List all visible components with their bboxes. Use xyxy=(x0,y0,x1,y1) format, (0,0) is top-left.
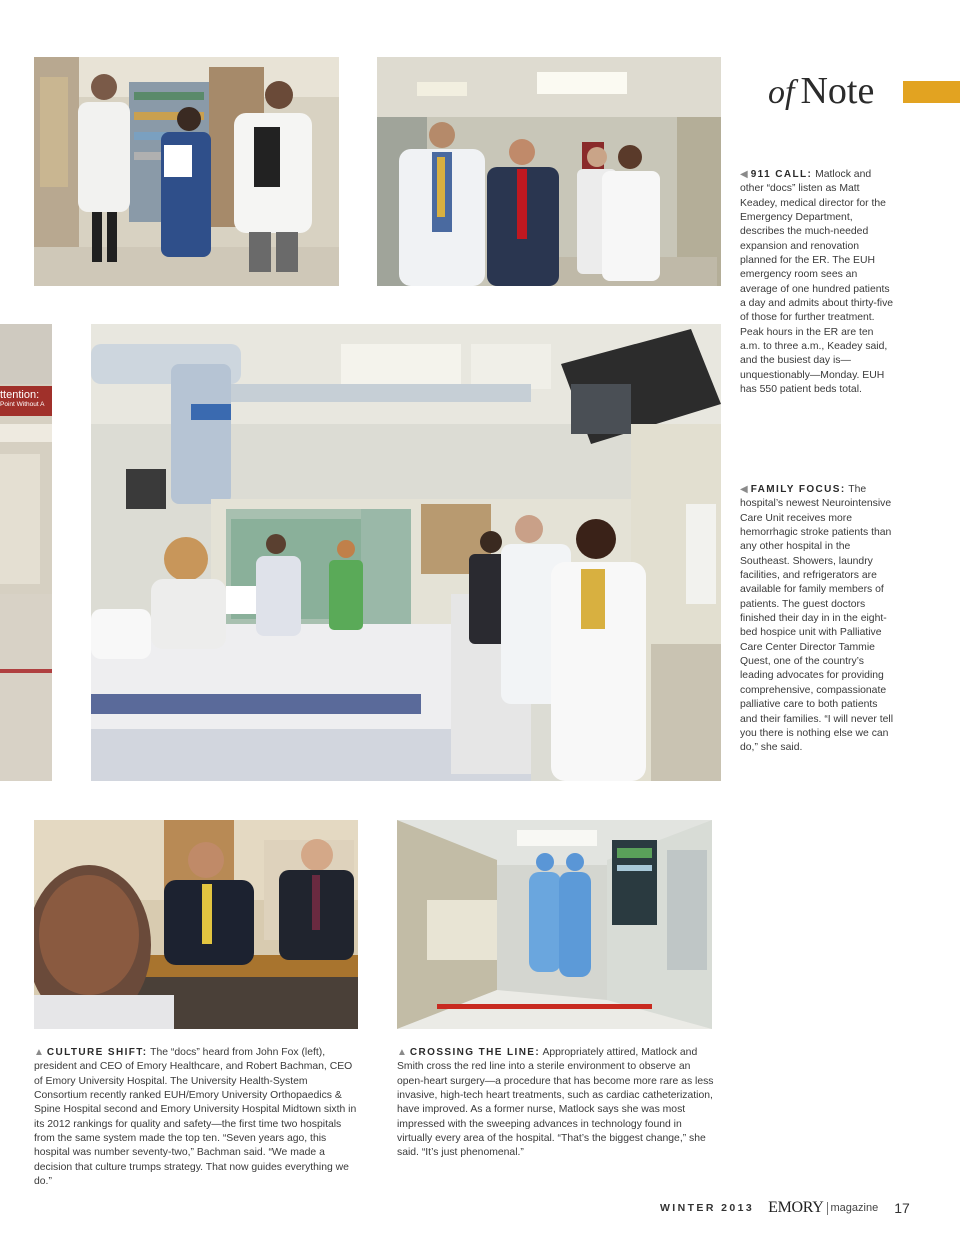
photo-neuro-icu-room xyxy=(91,324,721,781)
photo-sterile-corridor xyxy=(397,820,712,1029)
section-title-italic: of xyxy=(768,74,795,111)
accent-bar xyxy=(903,81,960,103)
caption-body: Appropriately attired, Matlock and Smith cross the red line into a sterile environment to observe an open-heart surgery—a procedure that has become more rare as less invasive, high-tech heart treatments, such as cardiac catheterization, have improved. As a former nurse, Matlock says she was most impressed with the sweeping advances in technology found in virtually every area of the hospital. “That’s the biggest change,” she said. “It’s just phenomenal.” xyxy=(397,1047,714,1159)
caption-body: Matlock and other “docs” listen as Matt Keadey, medical director for the Emergency Department, describes the much-needed expansion and renovation planned for the ER. The EUH emergency room sees an average of one hundred patients a day and admits about thirty-five of those for further treatment. Peak hours in the ER are ten a.m. to three a.m., Keadey said, and the busiest day is—unquestionably—Monday. EUH has 550 patient beds total. xyxy=(740,169,894,396)
left-arrow-icon: ◀ xyxy=(740,484,748,495)
caption-heading: 911 CALL: xyxy=(750,169,813,180)
caption-heading: CULTURE SHIFT: xyxy=(46,1047,148,1058)
up-arrow-icon: ▲ xyxy=(397,1047,407,1058)
caption-heading: FAMILY FOCUS: xyxy=(750,484,846,495)
caption-culture-shift xyxy=(34,1046,360,1189)
up-arrow-icon: ▲ xyxy=(34,1047,44,1058)
caption-family-focus xyxy=(740,483,895,756)
photo-er-hallway-talk xyxy=(377,57,721,286)
photo-nurses-supply-room xyxy=(34,57,339,286)
logo-divider xyxy=(827,1202,828,1215)
photo-attention-sign-edge xyxy=(0,324,52,781)
section-title xyxy=(768,72,874,110)
caption-heading: CROSSING THE LINE: xyxy=(409,1047,541,1058)
emory-logo-text: EMORY xyxy=(768,1199,824,1216)
issue-date: WINTER 2013 xyxy=(660,1202,755,1214)
section-title-main: Note xyxy=(800,70,875,112)
page-footer xyxy=(660,1198,910,1218)
photo-ceo-meeting xyxy=(34,820,358,1029)
caption-911-call xyxy=(740,168,895,398)
attention-sign-text: ttention: Point Without A xyxy=(0,390,45,408)
magazine-label: magazine xyxy=(830,1202,879,1214)
caption-body: The hospital’s newest Neurointensive Care Unit receives more hemorrhagic stroke patients than any other hospital in the Southeast. Showers, laundry facilities, and refrigerators are available for family members of patients. The guest doctors finished their day in in the eight-bed hospice unit with Palliative Care Center Director Tammie Quest, one of the country’s leading advocates for providing comprehensive, compassionate palliative care to both patients and their families. “I will never tell you there is nothing else we can do,” she said. xyxy=(740,484,894,754)
left-arrow-icon: ◀ xyxy=(740,169,748,180)
caption-crossing-the-line xyxy=(397,1046,719,1161)
page-number: 17 xyxy=(894,1200,910,1216)
caption-body: The “docs” heard from John Fox (left), president and CEO of Emory Healthcare, and Robert Bachman, CEO of Emory University Hospital. The University Health-System Consortium recently ranked EUH/Emory University Orthopaedics & Spine Hospital second and Emory University Hospital Midtown sixth in its 2012 rankings for quality and safety—the first time two hospitals from the same system made the top ten. “Seven years ago, this hospital was number seventy-two,” Bachman said. “We made a decision that culture trumps strategy. That now guides everything we do.” xyxy=(34,1047,357,1188)
